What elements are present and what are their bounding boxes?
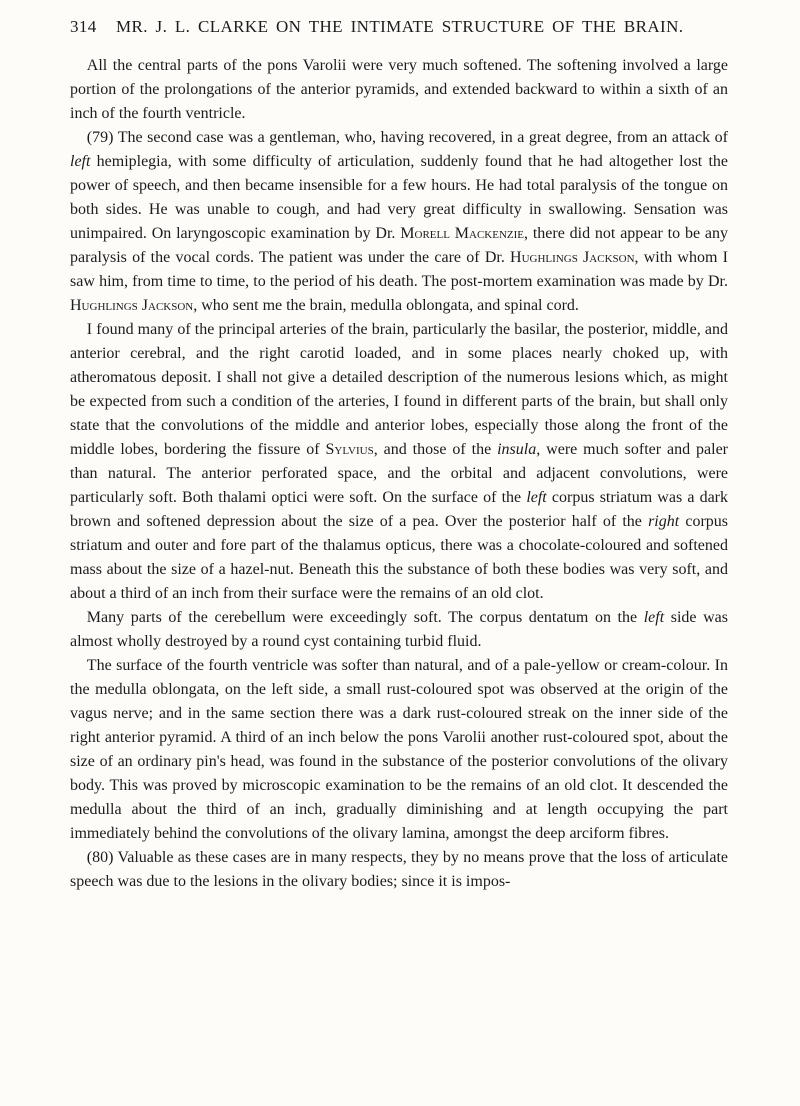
running-title: MR. J. L. CLARKE ON THE INTIMATE STRUCTURE OF THE BRAIN.: [116, 17, 684, 36]
paragraph: [70, 606, 728, 654]
text-run: corpus striatum was a dark brown and softened depression about the size of a pea. Over the posterior half of the: [70, 489, 728, 530]
text-run: , and those of the: [373, 441, 498, 458]
paragraph: [70, 846, 728, 894]
text-run: hemiplegia, with some difficulty of articulation, suddenly found that he had altogether lost the power of speech, and then became insensible for a few hours. He had total paralysis of the tongue on both sides. He was unable to cough, and had very great difficulty in swallowing. Sensation was unimpaired. On laryngoscopic examination by Dr.: [70, 153, 728, 242]
small-caps-name: Hughlings Jackson: [510, 249, 635, 266]
body-text: [70, 54, 728, 894]
italic-text: left: [526, 489, 547, 506]
italic-text: right: [648, 513, 680, 530]
text-run: , there did not appear to be any paralysis of the vocal cords. The patient was under the care of Dr.: [70, 225, 728, 266]
text-run: Many parts of the cerebellum were exceedingly soft. The corpus dentatum on the: [86, 609, 644, 626]
page-header: [70, 17, 720, 41]
text-run: side was almost wholly destroyed by a round cyst containing turbid fluid.: [70, 609, 728, 650]
text-run: , who sent me the brain, medulla oblongata, and spinal cord.: [193, 297, 579, 314]
italic-text: insula: [497, 441, 537, 458]
text-run: , were much softer and paler than natural. The anterior perforated space, and the orbital and adjacent convolutions, were particularly soft. Both thalami optici were soft. On the surface of the: [70, 441, 728, 506]
page-number: 314: [70, 17, 97, 36]
small-caps-name: Hughlings Jackson: [70, 297, 194, 314]
text-run: (79) The second case was a gentleman, who, having recovered, in a great degree, from an attack of: [86, 129, 728, 146]
text-run: The surface of the fourth ventricle was softer than natural, and of a pale-yellow or cream-colour. In the medulla oblongata, on the left side, a small rust-coloured spot was observed at the origin of the vagus nerve; and in the same section there was a dark rust-coloured streak on the inner side of the right anterior pyramid. A third of an inch below the pons Varolii another rust-coloured spot, about the size of an ordinary pin's head, was found in the substance of the posterior convolutions of the olivary body. This was proved by microscopic examination to be the remains of an old clot. It descended the medulla about the third of an inch, gradually diminishing and at length occupying the part immediately behind the convolutions of the olivary lamina, amongst the deep arciform fibres.: [70, 657, 728, 842]
small-caps-name: Sylvius: [325, 441, 374, 458]
paragraph: [70, 54, 728, 126]
paragraph: [70, 318, 728, 606]
paragraph: [70, 126, 728, 318]
italic-text: left: [643, 609, 665, 626]
text-run: All the central parts of the pons Varolii were very much softened. The softening involved a large portion of the prolongations of the anterior pyramids, and extended backward to within a sixth of an inch of the fourth ventricle.: [70, 57, 728, 122]
text-run: (80) Valuable as these cases are in many respects, they by no means prove that the loss of articulate speech was due to the lesions in the olivary bodies; since it is impos-: [70, 849, 728, 890]
paragraph: [70, 654, 728, 846]
text-run: corpus striatum and outer and fore part of the thalamus opticus, there was a chocolate-coloured and softened mass about the size of a hazel-nut. Beneath this the substance of both these bodies was very soft, and about a third of an inch from their surface were the remains of an old clot.: [70, 513, 729, 602]
text-run: I found many of the principal arteries of the brain, particularly the basilar, the posterior, middle, and anterior cerebral, and the right carotid loaded, and in some places nearly choked up, with atheromatous deposit. I shall not give a detailed description of the numerous lesions which, as might be expected from such a condition of the arteries, I found in different parts of the brain, but shall only state that the convolutions of the middle and anterior lobes, especially those along the front of the middle lobes, bordering the fissure of: [70, 321, 728, 458]
italic-text: left: [70, 153, 91, 170]
text-run: , with whom I saw him, from time to time, to the period of his death. The post-mortem examination was made by Dr.: [70, 249, 728, 290]
small-caps-name: Morell Mackenzie: [400, 225, 524, 242]
